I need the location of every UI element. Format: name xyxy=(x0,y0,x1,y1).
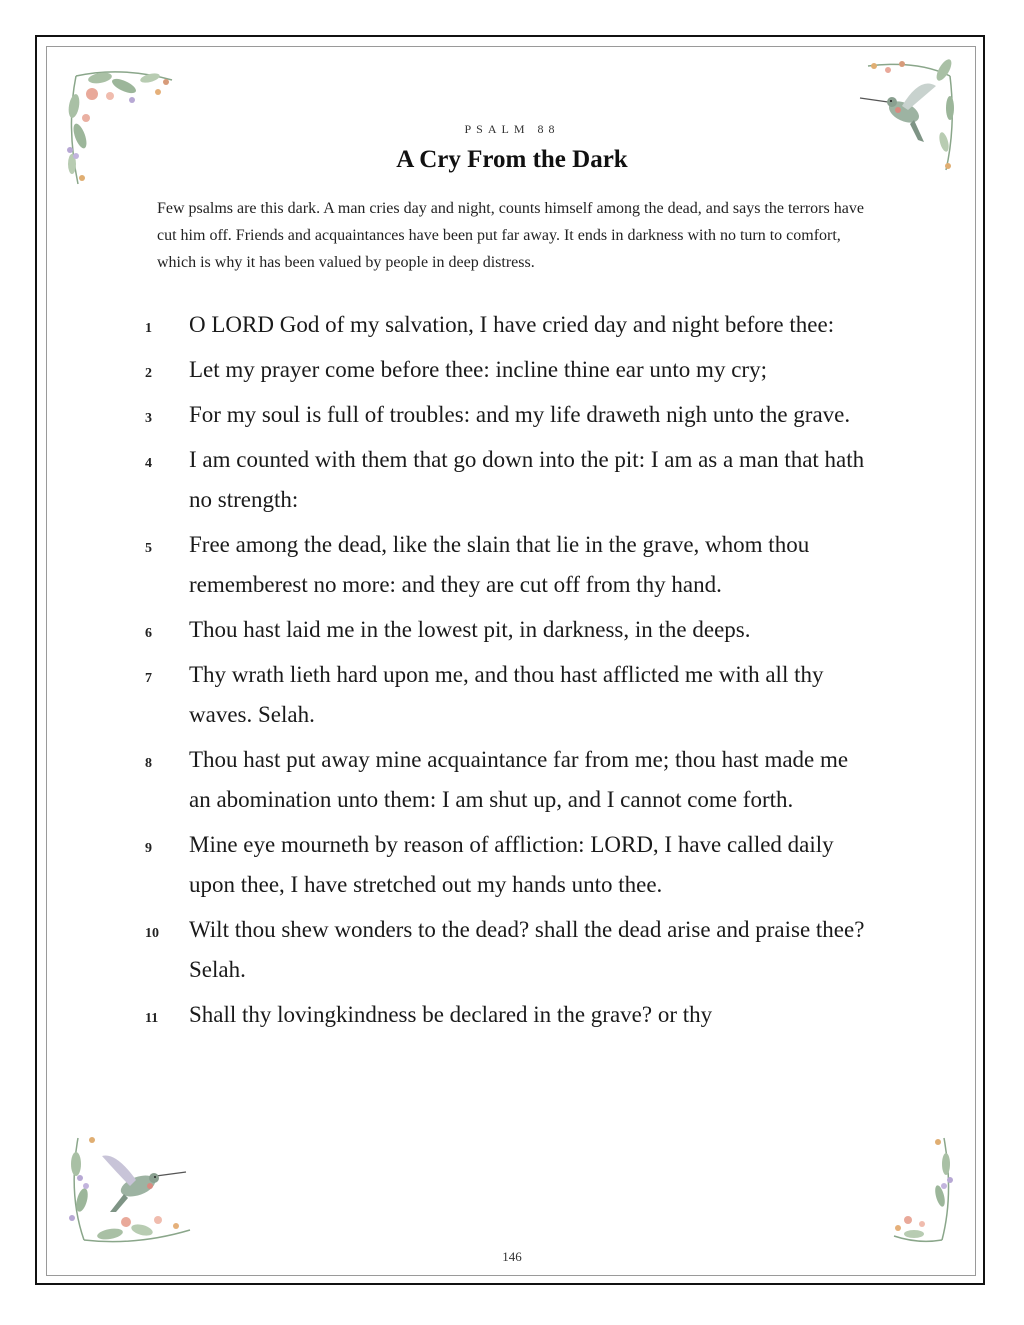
verse xyxy=(140,655,875,735)
verse-text: Free among the dead, like the slain that lie in the grave, whom thou rememberest no more: and they are cut off from thy hand. xyxy=(189,532,810,597)
verse-text: Thou hast laid me in the lowest pit, in darkness, in the deeps. xyxy=(189,617,751,642)
verse-number: 3 xyxy=(145,411,152,426)
verse xyxy=(140,525,875,605)
intro-paragraph: Few psalms are this dark. A man cries day and night, counts himself among the dead, and says the terrors have cut him off. Friends and acquaintances have been put far away. It ends in darkness with no turn to comfort, which is why it has been valued by people in deep distress. xyxy=(157,200,864,271)
page-number: 146 xyxy=(502,1249,522,1264)
verse-text: Wilt thou shew wonders to the dead? shall the dead arise and praise thee? Selah. xyxy=(189,917,865,982)
verse-number: 10 xyxy=(145,926,159,941)
verse xyxy=(140,995,875,1035)
verse-number: 1 xyxy=(145,321,152,336)
verse xyxy=(140,395,875,435)
verse-number: 2 xyxy=(145,366,152,381)
verse xyxy=(140,610,875,650)
verse xyxy=(140,305,875,345)
verse-number: 5 xyxy=(145,541,152,556)
verse-number: 8 xyxy=(145,756,152,771)
verse-number: 4 xyxy=(145,456,152,471)
verse-text: Thy wrath lieth hard upon me, and thou hast afflicted me with all thy waves. Selah. xyxy=(189,662,824,727)
verse-text: O LORD God of my salvation, I have cried day and night before thee: xyxy=(189,312,835,337)
verse-number: 7 xyxy=(145,671,152,686)
verse-text: Thou hast put away mine acquaintance far from me; thou hast made me an abomination unto them: I am shut up, and I cannot come forth. xyxy=(189,747,849,812)
verse-list xyxy=(140,305,875,1040)
verse xyxy=(140,350,875,390)
verse xyxy=(140,440,875,520)
psalm-label: PSALM 88 xyxy=(464,122,560,136)
hummingbird-floral-icon xyxy=(66,1134,196,1246)
verse-text: Mine eye mourneth by reason of affliction: LORD, I have called daily upon thee, I have stretched out my hands unto thee. xyxy=(189,832,834,897)
verse-number: 9 xyxy=(145,841,152,856)
verse-number: 11 xyxy=(145,1011,159,1026)
verse xyxy=(140,740,875,820)
verse-text: Shall thy lovingkindness be declared in the grave? or thy xyxy=(189,1002,713,1027)
verse-text: For my soul is full of troubles: and my life draweth nigh unto the grave. xyxy=(189,402,851,427)
verse-number: 6 xyxy=(145,626,152,641)
verse-text: Let my prayer come before thee: incline thine ear unto my cry; xyxy=(189,357,767,382)
verse xyxy=(140,825,875,905)
verse-text: I am counted with them that go down into the pit: I am as a man that hath no strength: xyxy=(189,447,865,512)
page-title: A Cry From the Dark xyxy=(396,146,628,173)
verse xyxy=(140,910,875,990)
floral-corner-icon xyxy=(888,1134,958,1246)
